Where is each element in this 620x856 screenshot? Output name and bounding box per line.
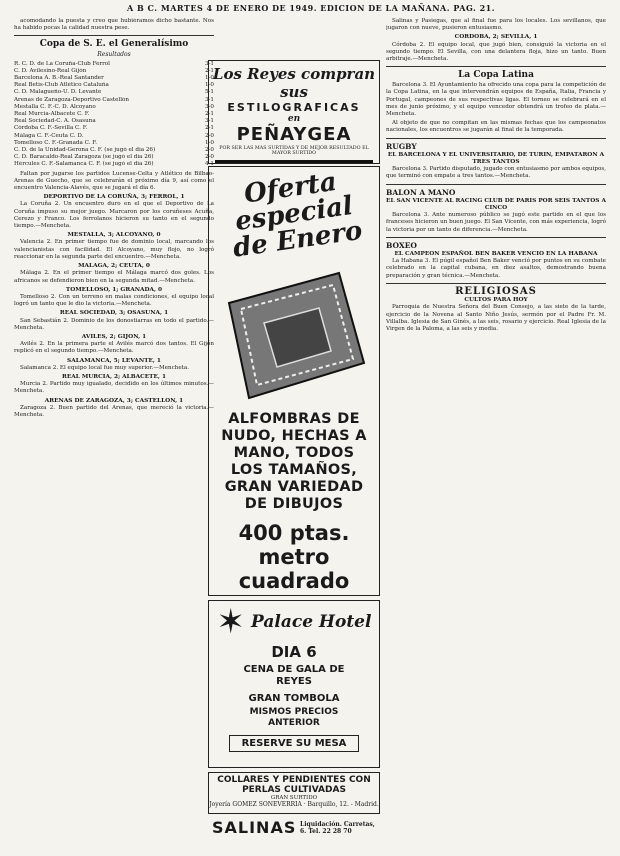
carpet-illustration (219, 263, 369, 403)
result-row (14, 104, 214, 111)
match-text: Salamanca 2. El equipo local fue muy superior.—Mencheta. (20, 364, 190, 371)
pending-text: Faltan por jugarse los partidos Lucense-Celta y Atlético de Bilbao-Arenas de Guecho, que se celebrarán el próximo día 9, así como el encuentro Valencia-Alavés, que se jugará el día 6. (14, 170, 214, 192)
right-head-0: CORDOBA, 2; SEVILLA, 1 (454, 34, 538, 41)
boxing-text: La Habana 3. El púgil español Ben Baker venció por puntos en su combate celebrado en la capital cubana, en diez asaltos, demostrando buena preparación y gran técnica.—Mencheta. (386, 258, 606, 279)
result-row (14, 75, 214, 82)
pen-ad-en: en (287, 114, 301, 124)
result-score: 3-1 (204, 96, 214, 103)
pen-ad-sub: ESTILOGRAFICAS (227, 101, 361, 114)
boxing-title: BOXEO (386, 240, 417, 250)
results-list (14, 61, 214, 169)
result-score: 2-1 (204, 111, 214, 118)
copa-latina-text: Barcelona 3. El Ayuntamiento ha ofrecido una copa para la competición de la Copa Latina, en la que intervendrán equipos de España, Italia, Francia y Portugal, campeones de sus respectivas ligas. El torneo se celebrará en el mes de junio próximo, y el equipo vencedor obtendrá un trofeo de plata.—Mencheta. (386, 82, 606, 118)
pen-ad-brand: PEÑAYGEA (236, 124, 352, 145)
match-text: Zaragoza 2. Buen partido del Arenas, que mereció la victoria.—Mencheta. (14, 404, 214, 418)
cup-title: Copa de S. E. el Generalísimo (39, 39, 189, 50)
cup-subtitle: Resultados (97, 51, 131, 59)
divider (386, 138, 606, 139)
right-column (386, 18, 606, 848)
divider (386, 237, 606, 238)
pen-ad-title: Los Reyes compran sus (212, 65, 376, 101)
rugby-text: Barcelona 3. Partido disputado, jugado con entusiasmo por ambos equipos, que terminó con empate a tres tantos.—Mencheta. (386, 166, 606, 180)
copa-latina-title: La Copa Latina (458, 70, 534, 81)
result-match: C. D. Avilesino-Real Gijón (14, 67, 87, 74)
result-match: Mestalla C. F.-C. D. Alcoyano (14, 103, 96, 110)
hotel-ad-day: DIA 6 (271, 643, 317, 661)
result-score: 2-0 (204, 132, 214, 139)
match-heading: REAL MURCIA, 2; ALBACETE, 1 (62, 373, 166, 380)
result-score: 1-0 (204, 139, 214, 146)
result-match: Real Murcia-Albacete C. F. (14, 111, 90, 118)
result-score: 1-0 (204, 75, 214, 82)
hotel-ad-line3: RESERVE SU MESA (229, 735, 359, 752)
match-heading: AVILES, 2; GIJON, 1 (81, 333, 147, 340)
pearls-advert (208, 772, 380, 814)
result-match: Real Sociedad-C. A. Osasuna (14, 118, 96, 125)
result-score: 1-0 (204, 82, 214, 89)
match-text: Tomelloso 2. Con un terreno en malas condiciones, el equipo local logró un tanto que le dio la victoria.—Mencheta. (14, 293, 214, 308)
match-text: Málaga 2. En el primer tiempo el Málaga marcó dos goles. Los africanos se defendieron bien en la segunda mitad.—Mencheta. (14, 270, 214, 284)
religious-text: Parroquia de Nuestra Señora del Buen Consejo, a las siete de la tarde, ejercicio de la Novena al Santo Niño Jesús, sermón por el Padre Fr. M. Villalba. Iglesia de San Ginés, a las seis, rosario y ejercicio. Real Iglesia de la Virgen de la Paloma, a las seis y media. (386, 304, 606, 332)
result-score: 4-1 (204, 161, 214, 168)
result-score: 2-0 (204, 154, 214, 161)
result-row (14, 61, 214, 68)
right-text-0b: Córdoba 2. El equipo local, que jugó bien, consiguió la victoria en el segundo tiempo. El Sevilla, con una delantera floja, hizo un tanto. Buen arbitraje.—Mencheta. (386, 41, 606, 63)
hotel-advert (208, 600, 380, 768)
match-text: La Coruña 2. Un encuentro duro en el que el Deportivo de La Coruña impuso su mejor juego. Marcaron por los coruñeses Acuña, Cerezo y Franco. Los ferrolanos hicieron su tanto en el segundo tiempo.—Mencheta. (14, 201, 214, 230)
salinas-brand: SALINAS (212, 818, 297, 837)
result-score: 3-0 (204, 103, 214, 110)
result-row (14, 118, 214, 125)
result-match: Hércules C. F.-Salamanca C. F. (se jugó el día 26) (14, 161, 154, 168)
rugby-title: RUGBY (386, 141, 417, 151)
religious-head: CULTOS PARA HOY (464, 297, 528, 304)
result-match: Real Betis-Club Atlético Cataluña (14, 82, 109, 89)
match-text: Avilés 2. En la primera parte el Avilés marcó dos tantos. El Gijón replicó en el segundo tiempo.—Mencheta. (14, 341, 214, 355)
result-match: Córdoba C. F.-Sevilla C. F. (14, 125, 88, 132)
pearls-ad-address: Joyería GOMEZ SONEVERRIA · Barquillo, 12. - Madrid. (209, 801, 379, 808)
divider (386, 283, 606, 284)
rugby-head: EL BARCELONA Y EL UNIVERSITARIO, DE TURIN, EMPATARON A TRES TANTOS (387, 151, 605, 166)
handball-head: EL SAN VICENTE AL RACING CLUB DE PARIS POR SEIS TANTOS A CINCO (386, 197, 606, 212)
match-text: San Sebastián 2. Dominio de los donostiarras en todo el partido.—Mencheta. (14, 317, 214, 331)
match-heading: SALAMANCA, 5; LEVANTE, 1 (67, 357, 161, 364)
carpet-advert (208, 166, 380, 596)
handball-text: Barcelona 3. Ante numeroso público se jugó este partido en el que los franceses hicieron un buen juego. El San Vicente, con más experiencia, logró la victoria por un tanto de diferencia.—Mencheta. (386, 212, 606, 233)
result-score: 2-0 (204, 147, 214, 154)
salinas-text: Liquidación. Carretas, 6. Tel. 22 28 70 (300, 820, 375, 835)
result-row (14, 89, 214, 96)
match-heading: ARENAS DE ZARAGOZA, 3; CASTELLON, 1 (44, 397, 184, 404)
pearls-ad-title: COLLARES Y PENDIENTES CON PERLAS CULTIVADAS (217, 775, 371, 795)
divider (386, 184, 606, 185)
carpet-ad-body: ALFOMBRAS DE NUDO, HECHAS A MANO, TODOS LOS TAMAÑOS, GRAN VARIEDAD DE DIBUJOS (221, 411, 367, 512)
pearls-ad-sub: GRAN SURTIDO (270, 795, 318, 801)
divider (14, 35, 214, 36)
page-header: A B C. MARTES 4 DE ENERO DE 1949. EDICION DE LA MAÑANA. PAG. 21. (127, 3, 495, 13)
match-heading: TOMELLOSO, 1; GRANADA, 0 (65, 286, 163, 293)
star-icon: ✶ (216, 602, 246, 642)
result-match: C. D. de la Unidad-Gerona C. F. (se jugó el día 26) (14, 147, 156, 154)
result-match: R. C. D. de La Coruña-Club Ferrol (14, 60, 110, 67)
salinas-advert (208, 816, 380, 848)
result-row (14, 147, 214, 154)
result-row (14, 133, 214, 140)
result-match: C. D. Malagueño-U. D. Levante (14, 89, 102, 96)
left-column (14, 18, 214, 848)
match-text: Valencia 2. En primer tiempo fue de dominio local, marcando los valencianistas con facilidad. El Alcoyano, muy flojo, no logró reaccionar en la segunda parte del encuentro.—Mencheta. (14, 239, 214, 260)
pen-advert (208, 60, 380, 164)
carpet-ad-price: 400 ptas. metro cuadrado (238, 521, 350, 593)
result-row (14, 161, 214, 168)
result-score: 5-1 (204, 89, 214, 96)
intro-text: acomodando la puesta y creo que hubiéramos dicho bastante. Nos ha habido pocas la calidad nuestra pese. (14, 18, 214, 32)
match-heading: REAL SOCIEDAD, 3; OSASUNA, 1 (59, 310, 169, 317)
match-text: Murcia 2. Partido muy igualado, decidido en los últimos minutos.—Mencheta. (14, 381, 214, 395)
result-row (14, 125, 214, 132)
result-match: Málaga C. F.-Ceuta C. D. (14, 132, 84, 139)
result-match: Arenas de Zaragoza-Deportivo Castellón (14, 96, 129, 103)
copa-latina-text-2: Al objeto de que no compitan en las mismas fechas que los campeonatos nacionales, los encuentros se jugarán al final de la temporada. (386, 120, 606, 134)
carpet-ad-title: Oferta especial de Enero (231, 166, 365, 264)
result-row (14, 111, 214, 118)
result-score: 2-1 (204, 125, 214, 132)
result-match: Tomelloso C. F.-Granada C. F. (14, 139, 98, 146)
pen-ad-small: POR SER LAS MAS SURTIDAS Y DE MEJOR RESULTADO EL MAYOR SURTIDO (219, 146, 369, 156)
match-heading: DEPORTIVO DE LA CORUÑA, 3; FERROL, 1 (43, 194, 185, 201)
hotel-ad-line2: MISMOS PRECIOS ANTERIOR (249, 707, 339, 728)
match-heading: MALAGA, 2; CEUTA, 0 (78, 263, 150, 270)
result-row (14, 140, 214, 147)
match-heading: MESTALLA, 3; ALCOYANO, 0 (67, 232, 161, 239)
result-score: 3-1 (204, 118, 214, 125)
result-match: C. D. Baracaldo-Real Zaragoza (se jugó el día 26) (14, 154, 154, 161)
religious-title: RELIGIOSAS (455, 285, 537, 297)
pen-ad-address (215, 160, 373, 164)
hotel-ad-line1: GRAN TOMBOLA (248, 693, 340, 704)
right-intro: Salinas y Pasiegas, que al final fue para los locales. Los sevillanos, que jugaron con nueve, pusieron entusiasmo. (386, 18, 606, 32)
result-score: 2-1 (204, 67, 214, 74)
match-reports (14, 194, 214, 419)
result-row (14, 82, 214, 89)
result-match: Barcelona A. B.-Real Santander (14, 75, 104, 82)
hotel-ad-title: Palace Hotel (251, 612, 372, 632)
hotel-ad-body: CENA DE GALA DE REYES (243, 664, 345, 687)
handball-title: BALON A MANO (386, 187, 456, 197)
result-row (14, 154, 214, 161)
result-row (14, 68, 214, 75)
ads-column (208, 60, 384, 850)
result-score: 3-1 (204, 60, 214, 67)
result-row (14, 97, 214, 104)
divider (386, 66, 606, 67)
boxing-head: EL CAMPEON ESPAÑOL BEN BAKER VENCIO EN LA HABANA (394, 251, 598, 258)
